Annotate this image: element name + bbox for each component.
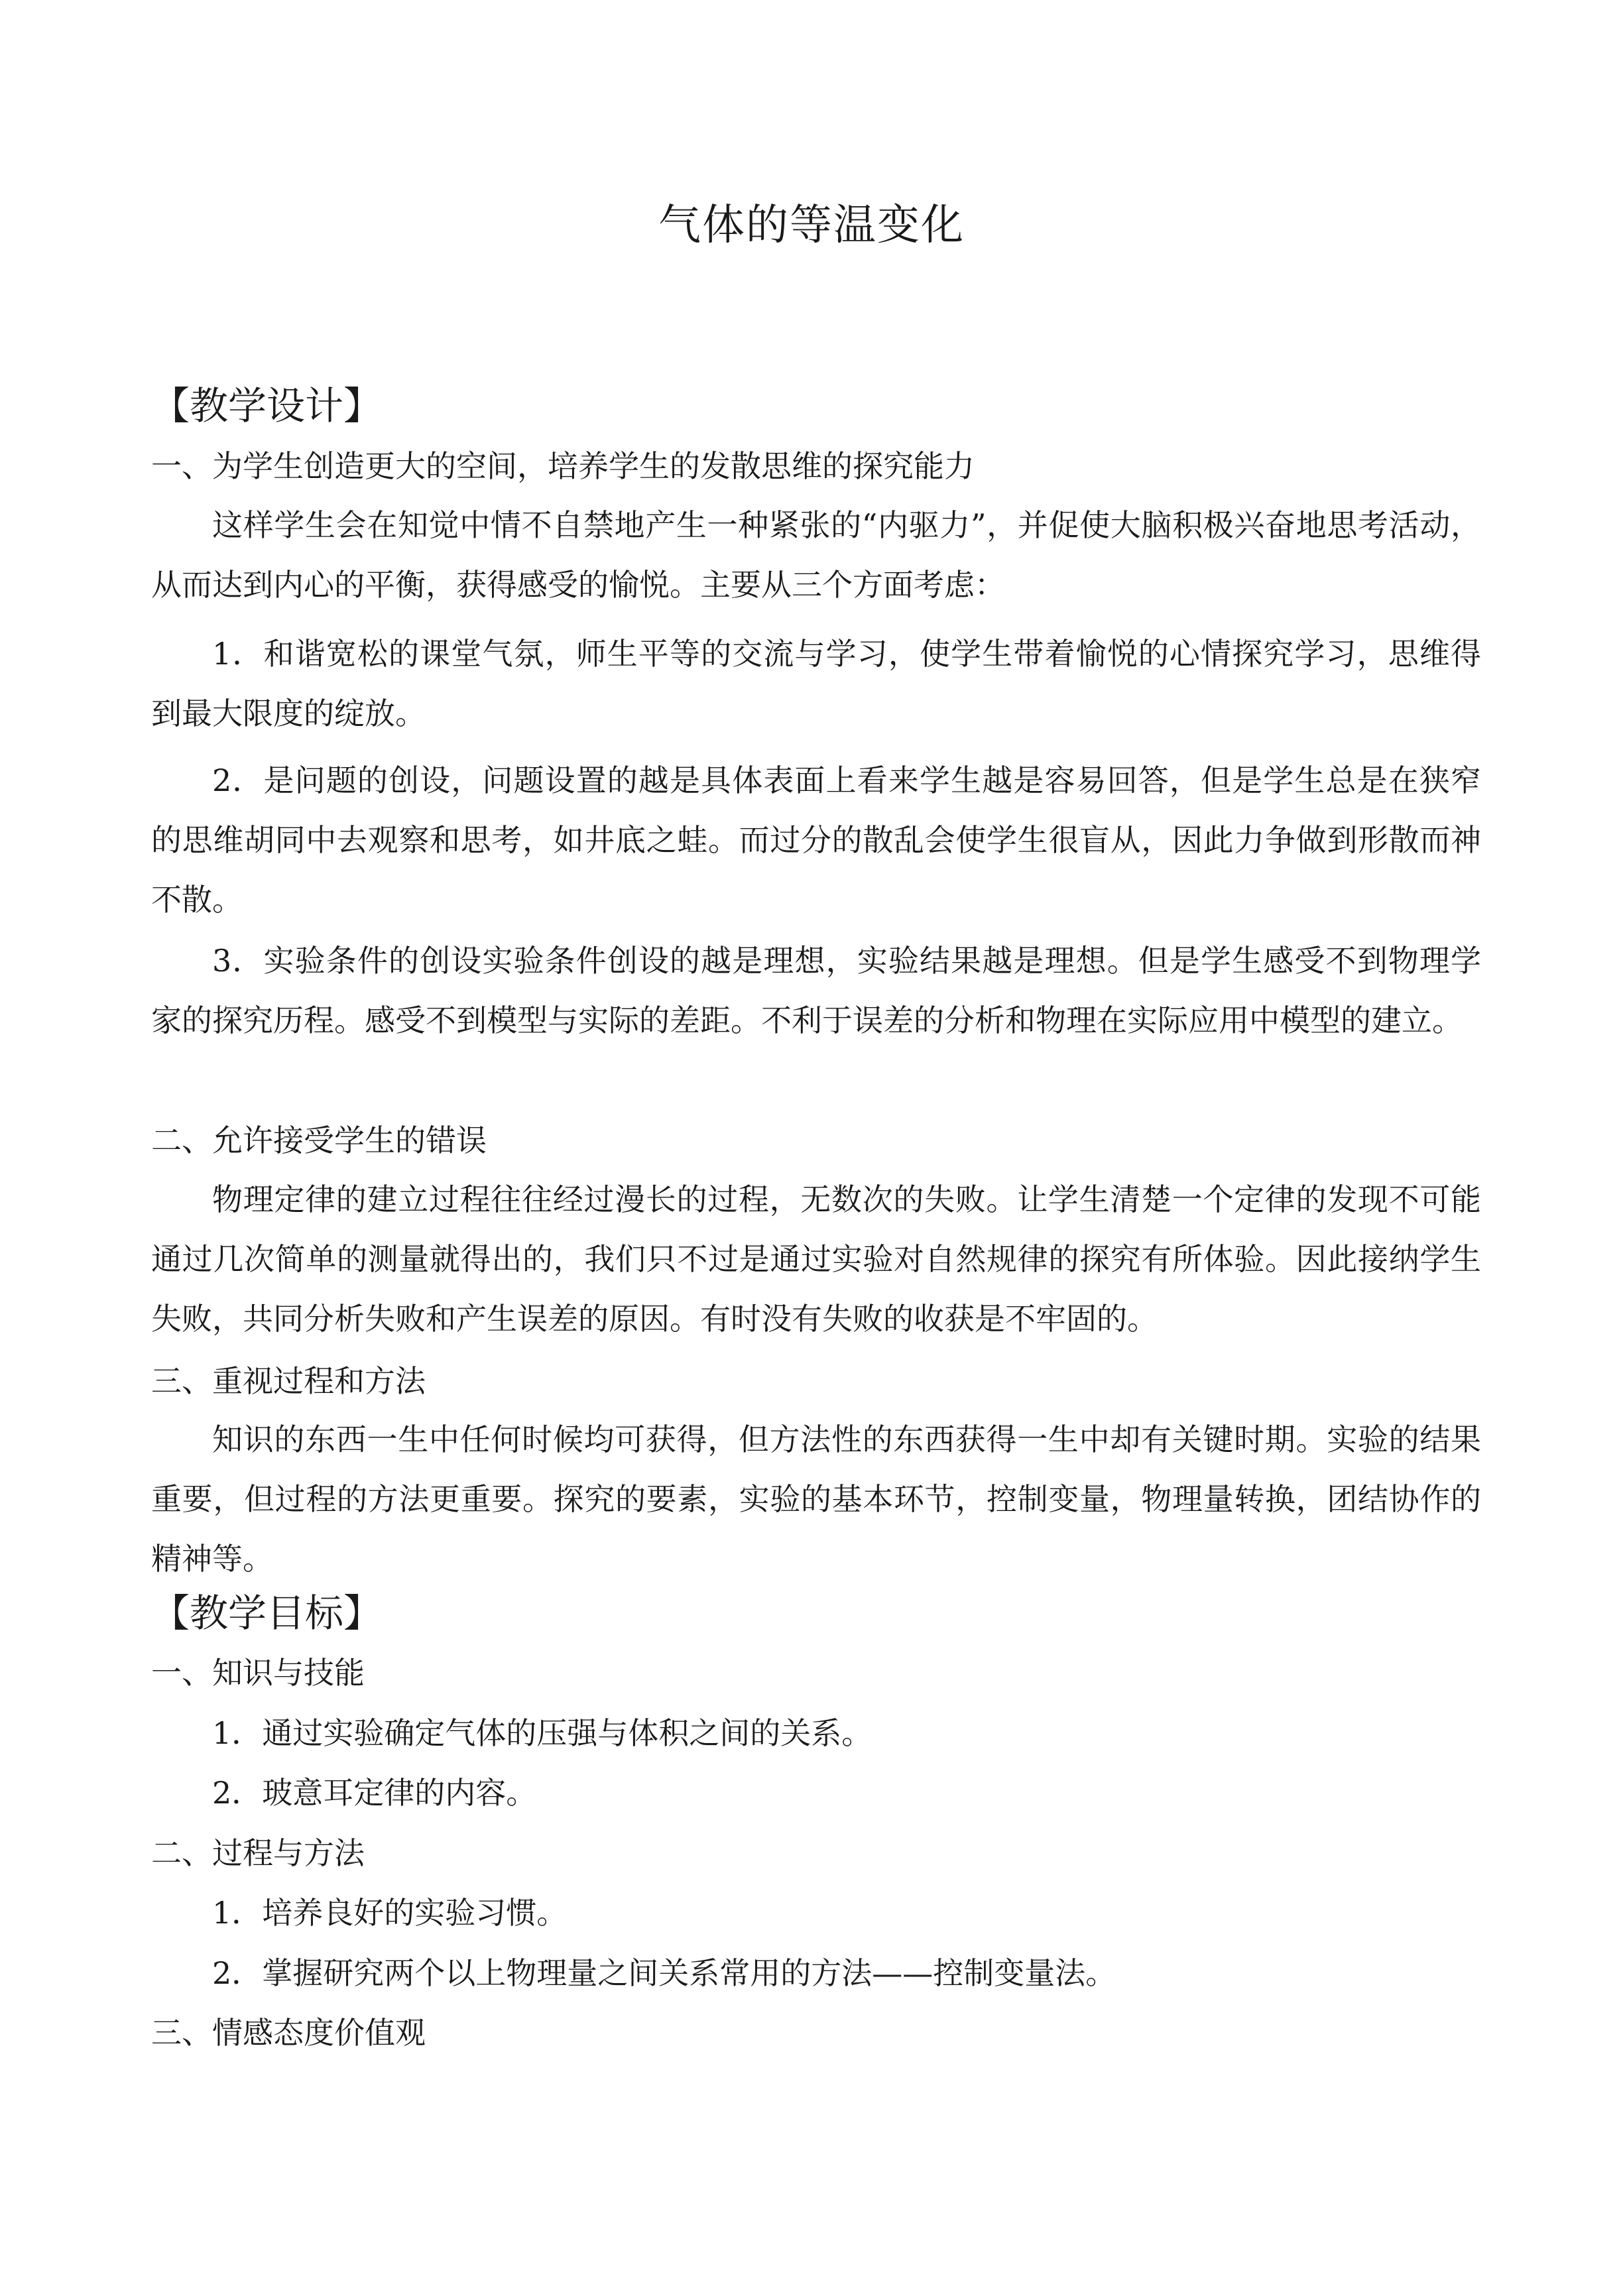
paragraph-design-1-point-3: 3．实验条件的创设实验条件创设的越是理想，实验结果越是理想。但是学生感受不到物理学家的探究历程。感受不到模型与实际的差距。不利于误差的分析和物理在实际应用中模型的建立。 [151,943,1481,1038]
subheading-goals-knowledge: 一、知识与技能 [151,1655,365,1691]
subheading-design-1: 一、为学生创造更大的空间，培养学生的发散思维的探究能力 [151,448,975,484]
paragraph-design-1-point-1: 1．和谐宽松的课堂气氛，师生平等的交流与学习，使学生带着愉悦的心情探究学习，思维得到最大限度的绽放。 [151,636,1481,731]
paragraph-design-1-intro: 这样学生会在知觉中情不自禁地产生一种紧张的“内驱力”，并促使大脑积极兴奋地思考活动，从而达到内心的平衡，获得感受的愉悦。主要从三个方面考虑： [151,507,1481,603]
subheading-design-3: 三、重视过程和方法 [151,1363,426,1399]
subheading-design-2: 二、允许接受学生的错误 [151,1122,487,1158]
list-item-process-2: 2．掌握研究两个以上物理量之间关系常用的方法——控制变量法。 [212,1955,1116,1991]
document-title: 气体的等温变化 [658,201,965,250]
section-heading-teaching-goals: 【教学目标】 [151,1591,383,1636]
section-heading-teaching-design: 【教学设计】 [151,383,383,428]
subheading-goals-process: 二、过程与方法 [151,1835,365,1871]
paragraph-design-2: 物理定律的建立过程往往经过漫长的过程，无数次的失败。让学生清楚一个定律的发现不可能通过几次简单的测量就得出的，我们只不过是通过实验对自然规律的探究有所体验。因此接纳学生失败，共同分析失败和产生误差的原因。有时没有失败的收获是不牢固的。 [151,1181,1481,1337]
list-item-process-1: 1．培养良好的实验习惯。 [212,1895,568,1931]
paragraph-design-3: 知识的东西一生中任何时候均可获得，但方法性的东西获得一生中却有关键时期。实验的结果重要，但过程的方法更重要。探究的要素，实验的基本环节，控制变量，物理量转换，团结协作的精神等。 [151,1421,1481,1577]
list-item-knowledge-2: 2．玻意耳定律的内容。 [212,1775,537,1811]
subheading-goals-values: 三、情感态度价值观 [151,2015,426,2051]
list-item-knowledge-1: 1．通过实验确定气体的压强与体积之间的关系。 [212,1715,872,1751]
paragraph-design-1-point-2: 2．是问题的创设，问题设置的越是具体表面上看来学生越是容易回答，但是学生总是在狭窄的思维胡同中去观察和思考，如井底之蛙。而过分的散乱会使学生很盲从，因此力争做到形散而神不散。 [151,762,1481,918]
